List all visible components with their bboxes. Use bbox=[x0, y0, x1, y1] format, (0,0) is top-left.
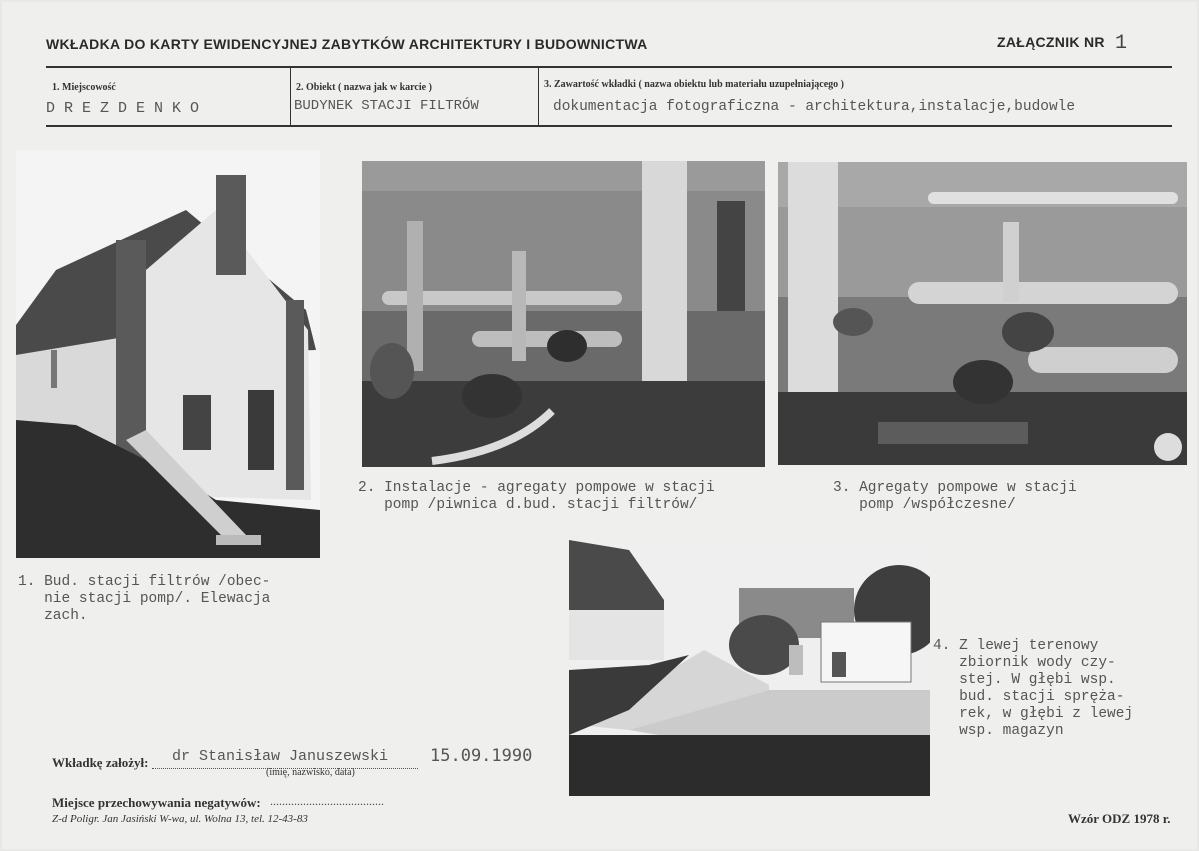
header-rule-bottom bbox=[46, 125, 1172, 127]
photo-1-building-facade bbox=[16, 150, 320, 558]
photo-2-caption: 2. Instalacje - agregaty pompowe w stacji pomp /piwnica d.bud. stacji filtrów/ bbox=[358, 480, 715, 513]
location-value: D R E Z D E N K O bbox=[46, 100, 200, 117]
printer-imprint: Z-d Poligr. Jan Jasiński W-wa, ul. Wolna 13, tel. 12-43-83 bbox=[52, 813, 308, 825]
annex-label: ZAŁĄCZNIK NR bbox=[997, 34, 1105, 50]
photo-2-pump-aggregates bbox=[362, 161, 765, 467]
divider-2 bbox=[538, 68, 539, 125]
negatives-dots: ...................................... bbox=[270, 794, 384, 808]
photo-4-caption: 4. Z lewej terenowy zbiornik wody czy- stej. W głębi wsp. bud. stacji spręża- rek, w głębi z lewej wsp. magazyn bbox=[933, 638, 1134, 739]
negatives-label: Miejsce przechowywania negatywów: bbox=[52, 795, 261, 810]
author-value: dr Stanisław Januszewski bbox=[172, 748, 389, 765]
author-hint: (imię, nazwisko, data) bbox=[266, 767, 355, 778]
content-value: dokumentacja fotograficzna - architektura,instalacje,budowle bbox=[553, 99, 1076, 115]
record-sheet bbox=[2, 2, 1197, 849]
photo-4-yard-water-tank bbox=[569, 540, 930, 796]
object-value: BUDYNEK STACJI FILTRÓW bbox=[294, 98, 479, 114]
header-rule-top bbox=[46, 66, 1172, 68]
photo-3-modern-pumps bbox=[778, 162, 1187, 465]
photo-1-caption: 1. Bud. stacji filtrów /obec- nie stacji pomp/. Elewacja zach. bbox=[18, 574, 271, 624]
location-label: 1. Miejscowość bbox=[52, 82, 116, 93]
object-label: 2. Obiekt ( nazwa jak w karcie ) bbox=[296, 82, 432, 93]
sheet-title: WKŁADKA DO KARTY EWIDENCYJNEJ ZABYTKÓW ARCHITEKTURY I BUDOWNICTWA bbox=[46, 36, 648, 52]
content-label: 3. Zawartość wkładki ( nazwa obiektu lub materiału uzupełniającego ) bbox=[544, 79, 845, 90]
author-label: Wkładkę założył: bbox=[52, 755, 149, 770]
annex-number: 1 bbox=[1115, 32, 1128, 55]
author-date: 15.09.1990 bbox=[430, 746, 533, 766]
form-label: Wzór ODZ 1978 r. bbox=[1068, 811, 1171, 826]
divider-1 bbox=[290, 68, 291, 125]
photo-3-caption: 3. Agregaty pompowe w stacji pomp /współczesne/ bbox=[833, 480, 1077, 513]
